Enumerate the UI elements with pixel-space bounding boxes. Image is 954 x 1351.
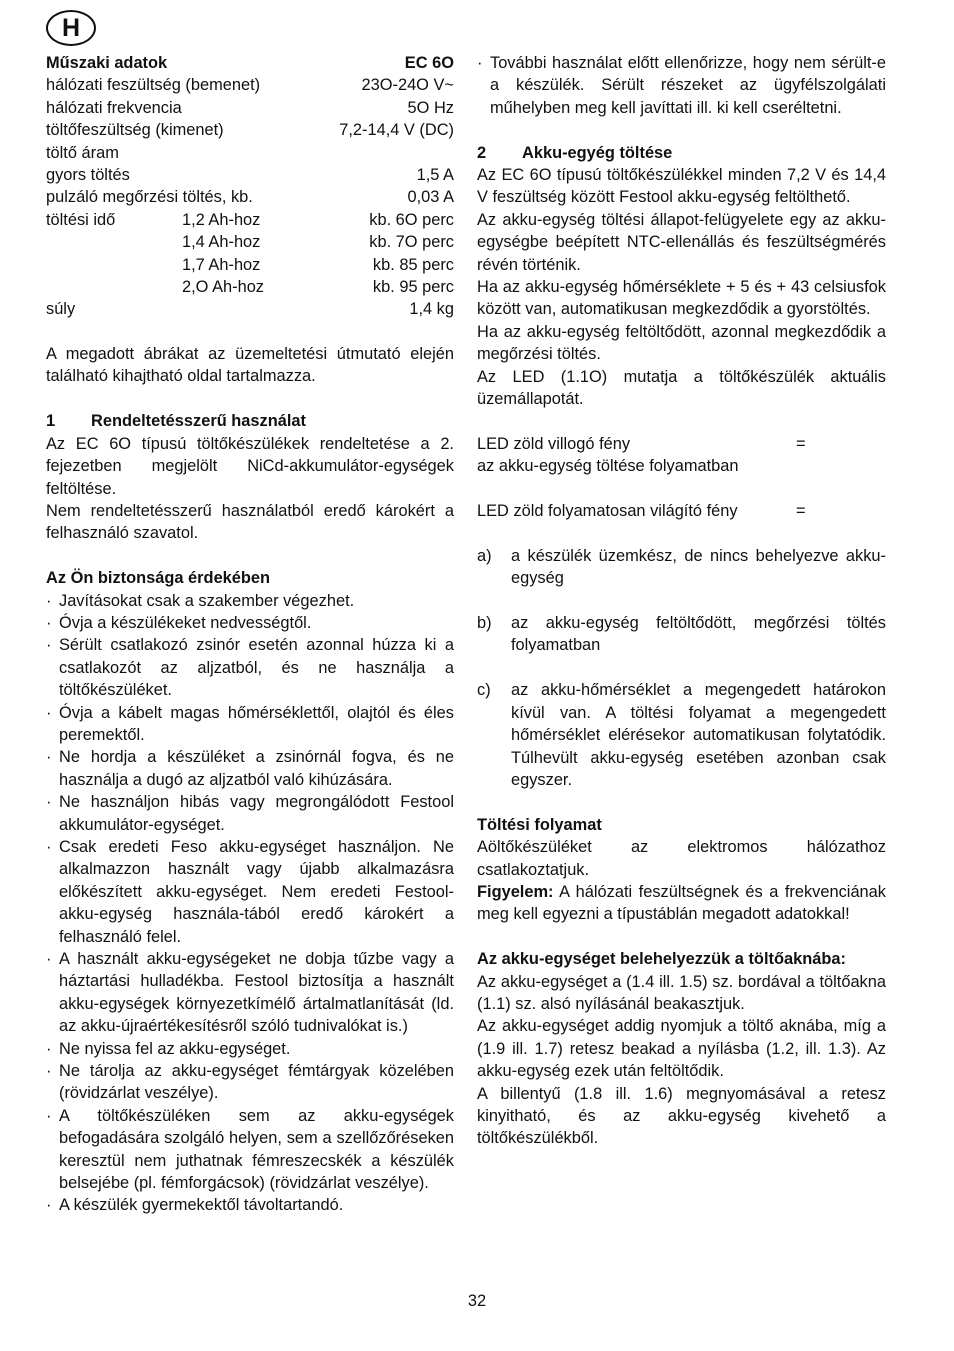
bullet: · <box>46 837 52 856</box>
charge-time-value: kb. 85 perc <box>372 255 454 274</box>
left-column <box>46 52 454 1217</box>
state-text: a készülék üzemkész, de nincs behelyezve akku-egység <box>511 546 886 588</box>
spec-row <box>46 74 454 96</box>
list-item <box>46 1105 454 1195</box>
list-item-text: Javításokat csak a szakember végezhet. <box>59 591 355 610</box>
page-number: 32 <box>467 1292 487 1310</box>
list-item <box>46 791 454 836</box>
spec-label: töltőfeszültség (kimenet) <box>46 121 224 140</box>
list-item <box>46 702 454 747</box>
bullet: · <box>46 950 52 969</box>
spec-row <box>46 97 454 119</box>
weight-label: súly <box>46 300 76 319</box>
list-item-text: Óvja a készülékeket nedvességtől. <box>59 613 312 632</box>
bullet: · <box>46 793 52 812</box>
paragraph: Nem rendeltetésszerű használatból eredő károkért a felhasználó szavatol. <box>46 501 454 543</box>
bullet: · <box>46 591 52 610</box>
led-blink-meaning: az akku-egység töltése folyamatban <box>477 457 739 476</box>
section-title: Akku-egyég töltése <box>522 143 673 162</box>
weight-row <box>46 298 454 320</box>
insert-heading: Az akku-egységet belehelyezzük a töltőaknába: <box>477 950 846 969</box>
bullet: · <box>477 54 483 72</box>
paragraph: Az LED (1.1O) mutatja a töltőkészülék aktuális üzemállapotát. <box>477 367 886 409</box>
charge-time-value: kb. 6O perc <box>369 210 454 229</box>
list-item <box>46 634 454 701</box>
specs-model: EC 6O <box>404 54 454 72</box>
safety-heading: Az Ön biztonsága érdekében <box>46 569 271 588</box>
charge-time-row <box>46 254 454 276</box>
list-item-text: Csak eredeti Feso akku-egységet használjon. Ne alkalmazzon használt vagy újabb alkalmazásra előkészített akku-egységet. Nem eredeti Festool-akku-egység használa-tából eredő károkért a felhasználó felel. <box>59 837 454 946</box>
spec-value: 5O Hz <box>407 98 454 117</box>
spec-row <box>46 186 454 208</box>
bullet: · <box>46 703 52 722</box>
section-number: 2 <box>477 143 487 162</box>
list-item <box>46 1194 454 1216</box>
spec-label: hálózati feszültség (bemenet) <box>46 76 261 95</box>
charge-time-row <box>46 209 454 231</box>
spec-label: hálózati frekvencia <box>46 98 182 117</box>
list-item <box>46 836 454 948</box>
section-number: 1 <box>46 412 56 431</box>
bullet: · <box>46 636 52 655</box>
charge-capacity: 1,7 Ah-hoz <box>182 255 261 274</box>
list-item <box>46 590 454 612</box>
paragraph: A billentyű (1.8 ill. 1.6) megnyomásával a retesz kinyitható, és az akku-egység kivehető a töltőkészülékből. <box>477 1084 886 1148</box>
spec-value: 1,5 A <box>416 165 454 184</box>
spec-value: 7,2-14,4 V (DC) <box>339 121 454 140</box>
charging-heading: Töltési folyamat <box>477 815 602 834</box>
led-steady-row <box>477 500 886 522</box>
led-blink-label: LED zöld villogó fény <box>477 434 631 453</box>
state-key: c) <box>477 681 491 700</box>
spec-row <box>46 142 454 164</box>
paragraph: Az akku-egységet addig nyomjuk a töltő aknába, míg a (1.9 ill. 1.7) retesz beakad a nyílásba (1.2, ill. 1.3). Az akku-egység ezek után feltöltődik. <box>477 1017 886 1081</box>
led-blink-row <box>477 433 886 455</box>
list-item-text: Ne használjon hibás vagy megrongálódott Festool akkumulátor-egységet. <box>59 793 454 834</box>
specs-header <box>46 52 454 74</box>
paragraph: Az EC 6O típusú töltőkészülékkel minden 7,2 V és 14,4 V feszültség között Festool akku-egység feltölthető. <box>477 166 886 207</box>
bullet: · <box>46 748 52 767</box>
equals-sign: = <box>796 434 806 453</box>
list-item <box>46 746 454 791</box>
section-title: Rendeltetésszerű használat <box>91 412 306 431</box>
state-key: b) <box>477 614 492 633</box>
list-item-text: Ne nyissa fel az akku-egységet. <box>59 1039 291 1058</box>
list-item-text: Óvja a kábelt magas hőmérséklettől, olajtól és éles peremektől. <box>59 703 454 744</box>
spec-row <box>46 119 454 141</box>
equals-sign: = <box>796 502 806 521</box>
right-column <box>477 52 886 1150</box>
figures-note: A megadott ábrákat az üzemeltetési útmutató elején található kihajtható oldal tartalmazza. <box>46 345 454 386</box>
bullet: · <box>46 1106 52 1125</box>
language-badge: H <box>46 10 96 46</box>
list-item-text: A használt akku-egységeket ne dobja tűzbe vagy a háztartási hulladékba. Festool biztosítja a használt akku-egységek környezetkímélő ártalmatlanítását (ld. az akku-újraértékesítésről szóló tudnivalókat is.) <box>59 950 454 1036</box>
paragraph: Az akku-egységet a (1.4 ill. 1.5) sz. bordával a töltőakna (1.1) sz. alsó nyílásánál beakasztjuk. <box>477 972 886 1013</box>
charge-time-value: kb. 7O perc <box>369 233 454 252</box>
charge-capacity: 2,O Ah-hoz <box>182 277 265 296</box>
state-key: a) <box>477 546 492 565</box>
spec-label: töltő áram <box>46 143 119 162</box>
led-steady-label: LED zöld folyamatosan világító fény <box>477 502 738 521</box>
list-item-text: A töltőkészüléken sem az akku-egységek befogadására szolgáló helyen, sem a szellőzőréseken keresztül nem juthatnak fémreszecskék a készülék belsejébe (pl. fémforgácsok) (rövidzárlat veszélye). <box>59 1106 454 1193</box>
list-item <box>46 1060 454 1105</box>
list-item-text: Ne hordja a készüléket a zsinórnál fogva, és ne használja a dugó az aljzatból való kihúzására. <box>59 748 454 789</box>
state-text: az akku-egység feltöltődött, megőrzési töltés folyamatban <box>511 614 886 655</box>
bullet: · <box>46 1196 52 1215</box>
weight-value: 1,4 kg <box>409 300 454 319</box>
warning-label: Figyelem: <box>477 882 554 901</box>
specs-title: Műszaki adatok <box>46 54 168 72</box>
paragraph: Ha az akku-egység feltöltődött, azonnal megkezdődik a megőrzési töltés. <box>477 322 886 364</box>
warning-paragraph <box>477 881 886 926</box>
section-2-heading <box>477 142 886 164</box>
bullet: · <box>46 1039 52 1058</box>
charge-capacity: 1,2 Ah-hoz <box>182 210 261 229</box>
charge-capacity: 1,4 Ah-hoz <box>182 233 261 252</box>
paragraph: Aöltőkészüléket az elektromos hálózathoz csatlakoztatjuk. <box>477 838 886 879</box>
paragraph: Az EC 6O típusú töltőkészülékek rendeltetése a 2. fejezetben megjelölt NiCd-akkumulátor-egységek feltöltése. <box>46 434 454 498</box>
spec-value: 0,03 A <box>407 188 454 207</box>
state-item <box>477 612 886 657</box>
charge-time-row <box>46 276 454 298</box>
warning-text: A hálózati feszültségnek és a frekvenciának meg kell egyezni a típustáblán megadott adatokkal! <box>477 882 886 924</box>
list-item-text: Ne tárolja az akku-egységet fémtárgyak közelében (rövidzárlat veszélye). <box>59 1062 454 1103</box>
list-item-text: Sérült csatlakozó zsinór esetén azonnal húzza ki a csatlakozót az aljzatból, és ne használja a töltőkészüléket. <box>59 636 454 700</box>
paragraph: Ha az akku-egység hőmérséklete + 5 és + 43 celsiusfok között van, automatikusan megkezdődik a gyorstöltés. <box>477 278 886 319</box>
charge-time-value: kb. 95 perc <box>372 277 454 296</box>
list-item <box>46 612 454 634</box>
list-item <box>46 948 454 1038</box>
spec-row <box>46 164 454 186</box>
state-text: az akku-hőmérséklet a megengedett határokon kívül van. A töltési folyamat a megengedett hőmérséklet elérésekor automatikusan folytatódik. Túlhevült akku-egység esetében azonban csak egyszer. <box>511 681 886 789</box>
list-item <box>46 1038 454 1060</box>
spec-value: 23O-24O V~ <box>361 76 454 95</box>
state-item <box>477 545 886 590</box>
spec-label: pulzáló megőrzési töltés, kb. <box>46 188 253 207</box>
list-item-text: A készülék gyermekektől távoltartandó. <box>59 1196 344 1215</box>
spec-label: gyors töltés <box>46 165 130 184</box>
charge-time-row <box>46 231 454 253</box>
bullet: · <box>46 613 52 632</box>
bullet: · <box>46 1062 52 1081</box>
state-item <box>477 679 886 791</box>
paragraph: Az akku-egység töltési állapot-felügyelete egy az akku-egységbe beépített NTC-ellenállás és feszültségmérés révén történik. <box>477 210 886 274</box>
list-item <box>477 52 886 119</box>
list-item-text: További használat előtt ellenőrizze, hogy nem sérült-e a készülék. Sérült részeket az ügyfélszolgálati műhelyben meg kell javíttati ill. ki kell cseréltetni. <box>490 54 886 117</box>
charge-time-label: töltési idő <box>46 210 116 229</box>
section-1-heading <box>46 410 454 432</box>
